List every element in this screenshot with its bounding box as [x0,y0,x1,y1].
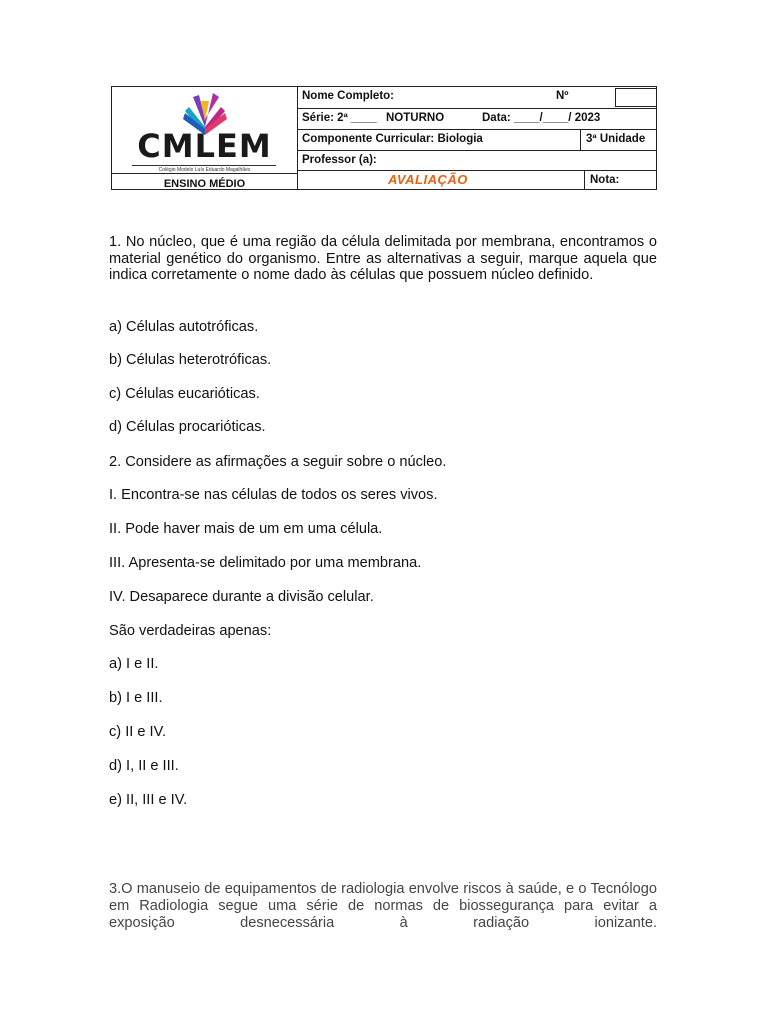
name-label: Nome Completo: [302,90,394,102]
teacher-row [298,151,656,171]
date-label: Data: ____/____/ 2023 [482,112,601,124]
number-field[interactable] [615,88,657,107]
name-row [298,87,656,109]
shift-label: NOTURNO [386,112,445,124]
unit-divider [580,130,581,150]
q2-option-c: c) II e IV. [109,724,167,740]
q2-option-a: a) I e II. [109,656,159,672]
question-1-text: 1. No núcleo, que é uma região da célula delimitada por membrana, encontramos o material genético do organismo. Entre as alternativas a seguir, marque aquela que indica corretamente o nome dado às células que possuem núcleo definido. [109,234,657,284]
series-row [298,109,656,130]
q2-statement-ii: II. Pode haver mais de um em uma célula. [109,521,383,537]
q1-option-d: d) Células procarióticas. [109,419,266,435]
q2-statement-iii: III. Apresenta-se delimitado por uma membrana. [109,555,422,571]
logo-divider [132,165,276,166]
exam-header [111,86,657,190]
series-label: Série: 2ª ____ [302,112,377,124]
subject-row [298,130,656,151]
subject-label: Componente Curricular: Biologia [302,133,483,145]
q2-statement-i: I. Encontra-se nas células de todos os seres vivos. [109,487,438,503]
education-level: ENSINO MÉDIO [163,178,246,190]
q2-option-d: d) I, II e III. [109,758,179,774]
level-divider [112,173,297,174]
unit-label: 3ª Unidade [586,133,646,145]
grade-label: Nota: [590,174,620,186]
q1-option-b: b) Células heterotróficas. [109,352,272,368]
question-3-text: 3.O manuseio de equipamentos de radiologia envolve riscos à saúde, e o Tecnólogo em Radiologia segue uma série de normas de biossegurança para evitar a exposição desnecessária à radiação ionizante. [109,881,657,931]
evaluation-row [298,171,656,189]
question-2-text: 2. Considere as afirmações a seguir sobre o núcleo. [109,454,447,470]
school-full-name: Colégio Modelo Luís Eduardo Magalhães [158,167,251,173]
school-logo [112,87,298,189]
q2-option-b: b) I e III. [109,690,163,706]
q1-option-a: a) Células autotróficas. [109,319,259,335]
evaluation-title: AVALIAÇÃO [388,172,468,187]
q2-option-e: e) II, III e IV. [109,792,188,808]
number-label: Nº [556,90,569,102]
q2-statement-iv: IV. Desaparece durante a divisão celular. [109,589,374,605]
logo-wordmark: CMLEM [137,127,272,165]
teacher-label: Professor (a): [302,154,377,166]
q2-prompt: São verdadeiras apenas: [109,623,272,639]
q1-option-c: c) Células eucarióticas. [109,386,260,402]
question-1 [109,234,657,284]
grade-divider [584,171,585,189]
